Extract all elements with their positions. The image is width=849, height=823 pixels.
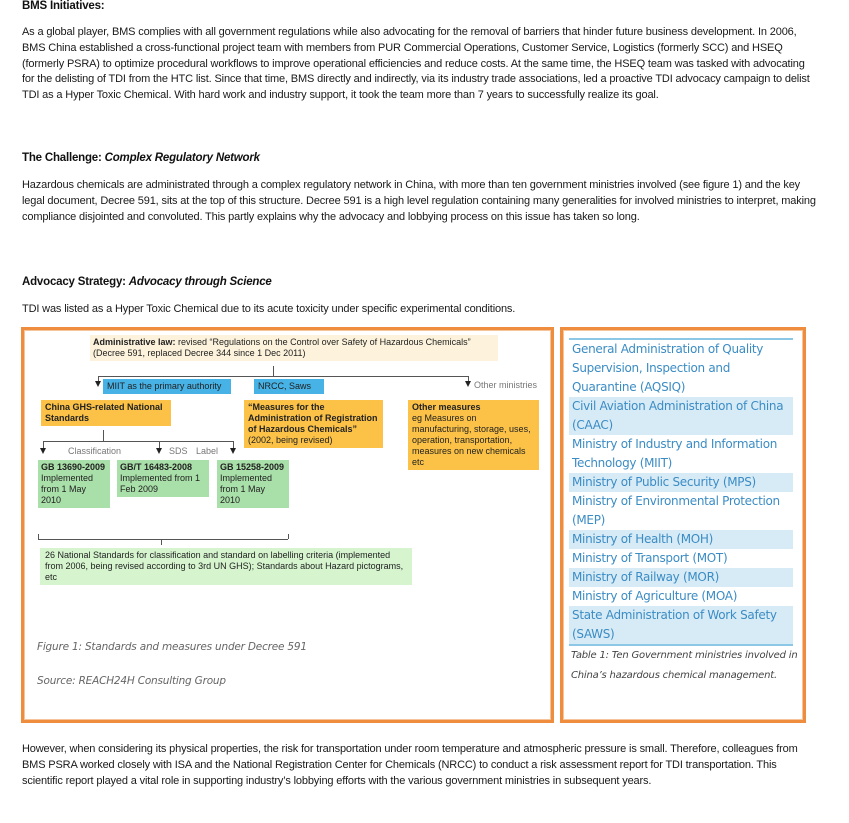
diagram-label-label: Label: [196, 446, 219, 456]
diagram-authority-miit: MIIT as the primary authority: [103, 379, 231, 394]
table-row: Ministry of Railway (MOR): [569, 568, 793, 587]
arrow-down-icon: [230, 448, 236, 454]
ministries-table: [569, 338, 793, 646]
table-row: Ministry of Health (MOH): [569, 530, 793, 549]
connector-line: [161, 539, 162, 545]
diagram-registration-measures-box: “Measures for the Administration of Registration of Hazardous Chemicals” (2002, being revised): [244, 400, 383, 448]
diagram-standard-gb15258: GB 15258-2009 Implemented from 1 May 2010: [217, 460, 289, 508]
table-row: Civil Aviation Administration of China (CAAC): [569, 397, 793, 435]
heading-challenge-subtitle: Complex Regulatory Network: [104, 152, 260, 164]
table-row: Ministry of Agriculture (MOA): [572, 589, 738, 603]
connector-line: [98, 376, 468, 377]
table-row: Ministry of Transport (MOT): [572, 551, 728, 565]
diagram-national-standards-box: 26 National Standards for classification and standard on labelling criteria (implemented from 2006, being revised according to 3rd UN GHS); Standards about Hazard pictograms, etc: [40, 548, 412, 585]
arrow-down-icon: [95, 381, 101, 387]
table-row: Ministry of Public Security (MPS): [569, 473, 793, 492]
ministries-table-panel: [560, 327, 806, 723]
arrow-down-icon: [156, 448, 162, 454]
diagram-admin-law-box: Administrative law: revised “Regulations on the Control over Safety of Hazardous Chemicals” (Decree 591, replaced Decree 344 since 1 Dec 2011): [90, 335, 498, 361]
paragraph-challenge: Hazardous chemicals are administrated through a complex regulatory network in China, with more than ten government ministries involved (see figure 1) and the key legal document, Decree 591, sits at the top of this structure. Decree 591 is a high level regulation containing many generalities for involved ministries to interpret, making compliance disjointed and convoluted. This partly explains why the advocacy and lobbying process on this issue has taken so long.: [22, 179, 816, 223]
arrow-down-icon: [40, 448, 46, 454]
arrow-down-icon: [465, 381, 471, 387]
paragraph-conclusion: However, when considering its physical properties, the risk for transportation under room temperature and atmospheric pressure is small. Therefore, colleagues from BMS PSRA worked closely with ISA and the National Registration Center for Chemicals (NRCC) to conduct a risk assessment report for TDI transportation. This scientific report played a vital role in supporting industry’s lobbying efforts with the various government ministries in subsequent years.: [22, 743, 798, 787]
heading-strategy-label: Advocacy Strategy:: [22, 276, 129, 288]
connector-line: [38, 539, 288, 540]
paragraph-initiatives: As a global player, BMS complies with all government regulations while also advocating for the removal of barriers that hinder future business development. In 2006, BMS China established a cross-functional project team with members from PUR Commercial Operations, Customer Service, Logistics (formerly SCC) and HSEQ (formerly PSRA) to optimize procedural workflows to improve operational efficiencies and reduce costs. At the same time, the HSEQ team was tasked with advocating for the delisting of TDI from the HTC list. Since that time, BMS directly and indirectly, via its industry trade associations, led a proactive TDI advocacy campaign to delist TDI as a Hyper Toxic Chemical. With hard work and industry support, it took the team more than 7 years to successfully realize its goal.: [22, 26, 810, 102]
heading-strategy: [22, 276, 272, 288]
connector-line: [43, 441, 233, 442]
table-row: Ministry of Environmental Protection (MEP): [572, 494, 780, 527]
diagram-standard-gb13690: GB 13690-2009 Implemented from 1 May 2010: [38, 460, 110, 508]
heading-challenge-label: The Challenge:: [22, 152, 105, 164]
diagram-other-measures-box: Other measures eg Measures on manufacturing, storage, uses, operation, transportation, measures on new chemicals etc: [408, 400, 539, 470]
diagram-authority-nrcc: NRCC, Saws: [254, 379, 324, 394]
figure-regulatory-diagram: [21, 327, 554, 723]
heading-challenge: [22, 152, 260, 164]
figure-caption: Figure 1: Standards and measures under Decree 591: [37, 641, 307, 653]
diagram-authority-other: Other ministries: [474, 380, 538, 390]
connector-line: [288, 534, 289, 539]
heading-bms-initiatives: BMS Initiatives:: [22, 0, 105, 12]
table-caption: Table 1: Ten Government ministries involved in China’s hazardous chemical management.: [571, 650, 798, 681]
figure-source: Source: REACH24H Consulting Group: [37, 675, 226, 687]
diagram-ghs-standards-box: China GHS-related National Standards: [41, 400, 171, 426]
diagram-label-sds: SDS: [169, 446, 188, 456]
connector-line: [103, 430, 104, 441]
diagram-label-classification: Classification: [68, 446, 122, 456]
table-row: State Administration of Work Safety (SAWS): [569, 606, 793, 646]
paragraph-strategy: TDI was listed as a Hyper Toxic Chemical due to its acute toxicity under specific experimental conditions.: [22, 303, 516, 315]
table-row: Ministry of Industry and Information Technology (MIIT): [572, 437, 778, 470]
table-row: General Administration of Quality Supervision, Inspection and Quarantine (AQSIQ): [572, 342, 764, 394]
diagram-standard-gbt16483: GB/T 16483-2008 Implemented from 1 Feb 2009: [117, 460, 209, 497]
heading-strategy-subtitle: Advocacy through Science: [128, 276, 272, 288]
